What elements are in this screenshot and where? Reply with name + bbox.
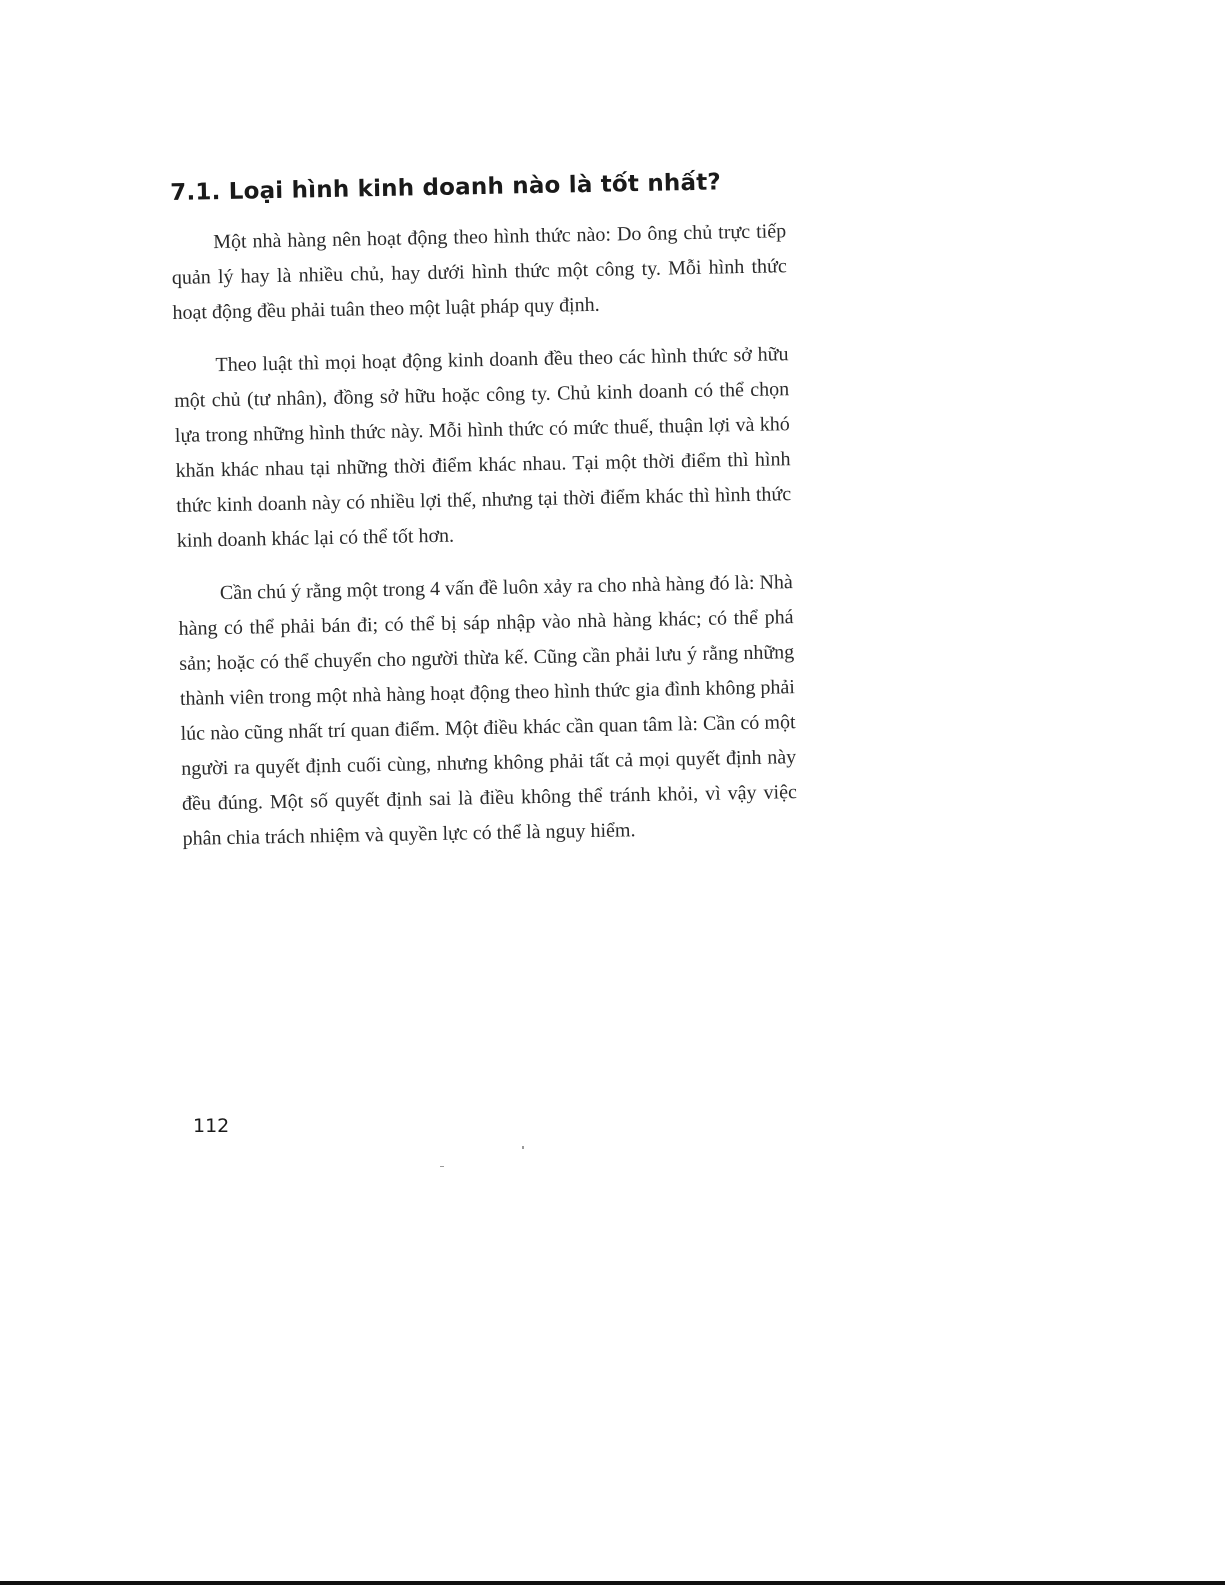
section-heading: 7.1. Loại hình kinh doanh nào là tốt nhất? <box>170 169 722 206</box>
paragraph-2: Theo luật thì mọi hoạt động kinh doanh đều theo các hình thức sở hữu một chủ (tư nhân), đồng sở hữu hoặc công ty. Chủ kinh doanh có thể chọn lựa trong những hình thức này. Mỗi hình thức có mức thuế, thuận lợi và khó khăn khác nhau tại những thời điểm khác nhau. Tại một thời điểm thì hình thức kinh doanh này có nhiều lợi thế, nhưng tại thời điểm khác thì hình thức kinh doanh khác lại có thể tốt hơn. <box>174 343 792 552</box>
page-content <box>170 168 798 875</box>
page-number: 112 <box>193 1115 230 1137</box>
scan-speck <box>522 1146 524 1149</box>
paragraph-1: Một nhà hàng nên hoạt động theo hình thức nào: Do ông chủ trực tiếp quản lý hay là nhiều chủ, hay dưới hình thức một công ty. Mỗi hình thức hoạt động đều phải tuân theo một luật pháp quy định. <box>171 220 787 324</box>
paragraph-3: Cần chú ý rằng một trong 4 vấn đề luôn xảy ra cho nhà hàng đó là: Nhà hàng có thể phải bán đi; có thể bị sáp nhập vào nhà hàng khác; có thể phá sản; hoặc có thể chuyển cho người thừa kế. Cũng cần phải lưu ý rằng những thành viên trong một nhà hàng hoạt động theo hình thức gia đình không phải lúc nào cũng nhất trí quan điểm. Một điều khác cần quan tâm là: Cần có một người ra quyết định cuối cùng, nhưng không phải tất cả mọi quyết định này đều đúng. Một số quyết định sai là điều không thể tránh khỏi, vì vậy việc phân chia trách nhiệm và quyền lực có thể là nguy hiểm. <box>178 571 798 850</box>
scan-speck <box>440 1166 444 1167</box>
scan-bottom-edge <box>0 1581 1225 1585</box>
